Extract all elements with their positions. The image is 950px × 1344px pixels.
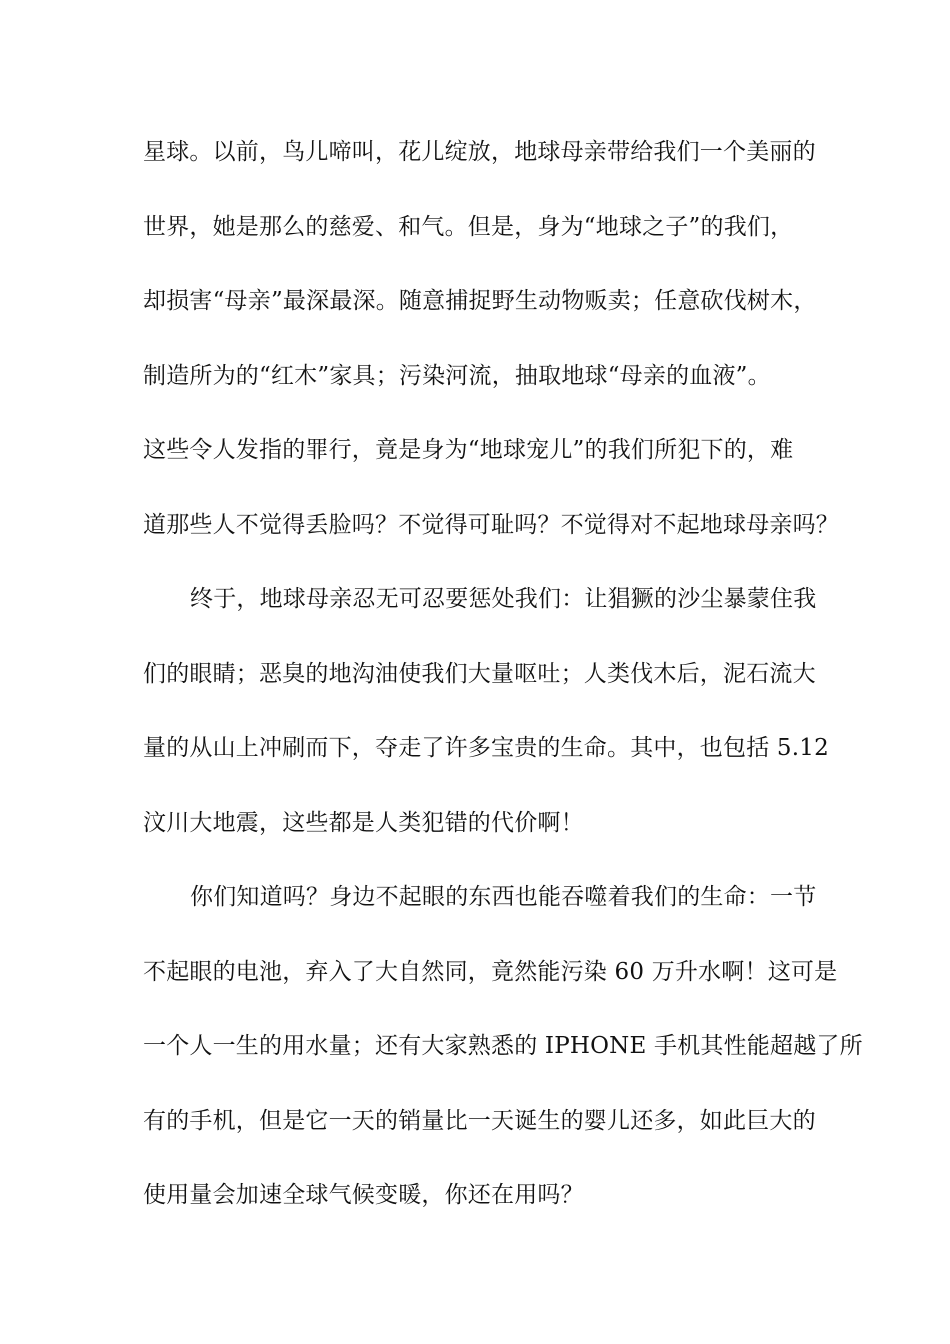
- text-line: 们的眼睛；恶臭的地沟油使我们大量呕吐；人类伐木后，泥石流大: [143, 661, 816, 687]
- text-line: 汶川大地震，这些都是人类犯错的代价啊！: [143, 810, 584, 836]
- text-line: 星球。以前，鸟儿啼叫，花儿绽放，地球母亲带给我们一个美丽的: [143, 139, 816, 165]
- text-line: 有的手机，但是它一天的销量比一天诞生的婴儿还多，如此巨大的: [143, 1108, 816, 1134]
- text-line: 这些令人发指的罪行，竟是身为“地球宠儿”的我们所犯下的，难: [143, 437, 794, 463]
- text-line: 量的从山上冲刷而下，夺走了许多宝贵的生命。其中，也包括 5.12: [143, 735, 829, 761]
- text-line: 制造所为的“红木”家具；污染河流，抽取地球“母亲的血液”。: [143, 363, 771, 389]
- text-line: 却损害“母亲”最深最深。随意捕捉野生动物贩卖；任意砍伐树木，: [143, 288, 817, 314]
- text-line: 使用量会加速全球气候变暖，你还在用吗？: [143, 1182, 584, 1208]
- text-line: 道那些人不觉得丢脸吗？不觉得可耻吗？不觉得对不起地球母亲吗？: [143, 512, 839, 538]
- text-line: 不起眼的电池，弃入了大自然同，竟然能污染 60 万升水啊！这可是: [143, 959, 838, 985]
- paragraph-first-line: 终于，地球母亲忍无可忍要惩处我们：让猖獗的沙尘暴蒙住我: [190, 586, 817, 612]
- text-line: 世界，她是那么的慈爱、和气。但是，身为“地球之子”的我们，: [143, 214, 794, 240]
- text-line: 一个人一生的用水量；还有大家熟悉的 IPHONE 手机其性能超越了所: [143, 1033, 863, 1059]
- paragraph-first-line: 你们知道吗？身边不起眼的东西也能吞噬着我们的生命：一节: [190, 884, 817, 910]
